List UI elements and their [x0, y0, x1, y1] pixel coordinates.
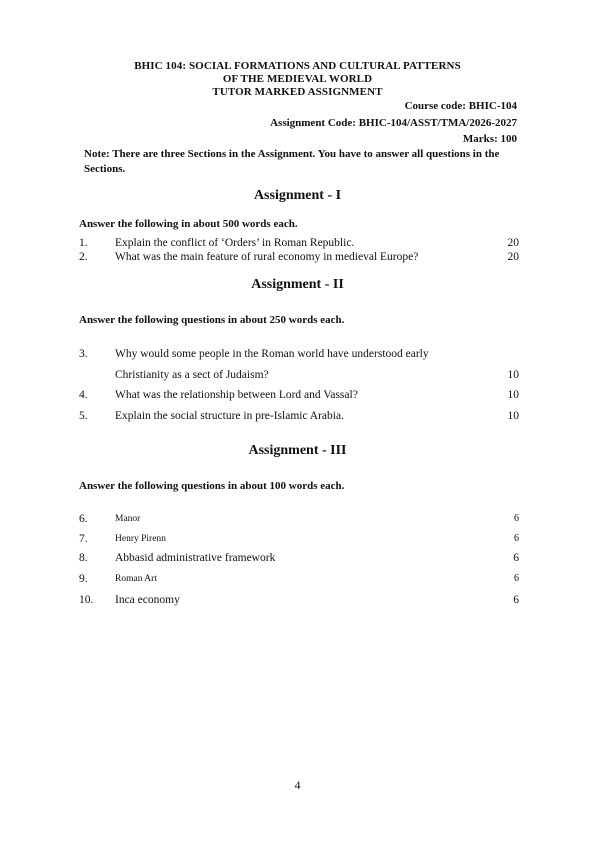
question-number: 5. [79, 410, 88, 422]
section-instruction-3: Answer the following questions in about 100 words each. [79, 480, 345, 492]
question-text-continuation: Christianity as a sect of Judaism? [115, 369, 269, 381]
question-number: 8. [79, 552, 88, 564]
section-heading-2: Assignment - II [251, 277, 344, 292]
question-marks: 6 [513, 594, 519, 606]
question-text: Abbasid administrative framework [115, 552, 276, 564]
question-row [79, 551, 519, 565]
question-number: 10. [79, 594, 94, 606]
question-text: What was the main feature of rural economy in medieval Europe? [115, 251, 419, 263]
question-text: Explain the social structure in pre-Islamic Arabia. [115, 410, 344, 422]
question-row [79, 388, 519, 402]
question-marks: 6 [513, 552, 519, 564]
question-marks: 10 [507, 410, 519, 422]
page-number: 4 [294, 778, 301, 792]
course-code: Course code: BHIC-104 [404, 100, 517, 112]
question-number: 9. [79, 573, 88, 585]
question-text: Why would some people in the Roman world have understood early [115, 348, 429, 360]
assignment-code: Assignment Code: BHIC-104/ASST/TMA/2026-2027 [270, 117, 517, 129]
question-number: 4. [79, 389, 88, 401]
question-text: Manor [115, 514, 141, 524]
section-heading-3: Assignment - III [248, 443, 347, 458]
section-heading-1: Assignment - I [253, 188, 342, 203]
question-text: What was the relationship between Lord and Vassal? [115, 389, 358, 401]
question-marks: 10 [507, 389, 519, 401]
question-marks: 6 [514, 533, 519, 544]
assignment-note: Note: There are three Sections in the Assignment. You have to answer all questions in the Sections. [84, 148, 500, 175]
course-title-line-1: BHIC 104: SOCIAL FORMATIONS AND CULTURAL PATTERNS [134, 60, 461, 72]
course-title-line-2: OF THE MEDIEVAL WORLD [222, 73, 373, 85]
question-marks: 20 [507, 251, 519, 263]
question-marks: 6 [514, 513, 519, 524]
question-row [79, 409, 519, 423]
question-number: 2. [79, 251, 88, 263]
question-row [79, 347, 519, 361]
question-marks: 6 [514, 573, 519, 584]
question-row [79, 532, 519, 546]
question-marks: 10 [507, 369, 519, 381]
question-row [79, 512, 519, 526]
question-number: 1. [79, 237, 88, 249]
assignment-type-title: TUTOR MARKED ASSIGNMENT [212, 86, 383, 98]
question-row [79, 236, 519, 250]
section-instruction-2: Answer the following questions in about 250 words each. [79, 314, 345, 326]
question-number: 6. [79, 513, 88, 525]
question-number: 7. [79, 533, 88, 545]
question-text: Explain the conflict of ‘Orders’ in Roman Republic. [115, 237, 355, 249]
question-number: 3. [79, 348, 88, 360]
question-text: Henry Pirenn [115, 534, 166, 544]
question-marks: 20 [507, 237, 519, 249]
question-text: Roman Art [115, 574, 157, 584]
question-row [79, 593, 519, 607]
question-row-continuation [79, 368, 519, 382]
question-text: Inca economy [115, 594, 180, 606]
question-row [79, 572, 519, 586]
section-instruction-1: Answer the following in about 500 words each. [79, 218, 298, 230]
question-row [79, 250, 519, 264]
total-marks: Marks: 100 [462, 133, 517, 145]
